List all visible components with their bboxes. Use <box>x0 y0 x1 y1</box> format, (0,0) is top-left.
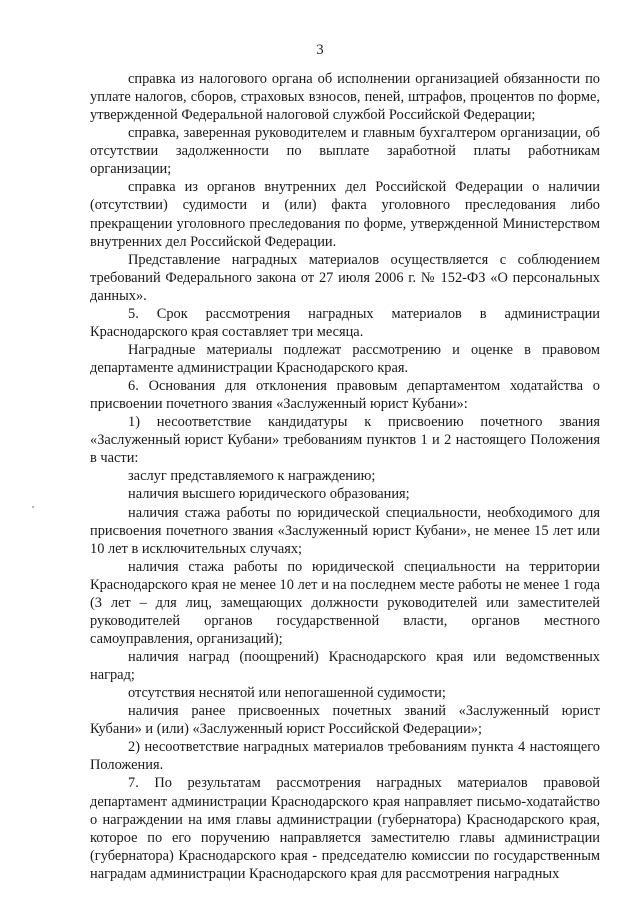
paragraph-regional-experience: наличия стажа работы по юридической специальности на территории Краснодарского края не менее 10 лет и на последнем месте работы не менее 1 года (3 лет – для лиц, замещающих должности руководителей или заместителей руководителей органов государственной власти, органов местного самоуправления, организаций); <box>90 558 600 647</box>
paragraph-review-results: 7. По результатам рассмотрения наградных материалов правовой департамент администрации Краснодарского края направляет письмо-ходатайство о награждении на имя главы администрации (губернатора) Краснодарского края, которое по его поручению направляется заместителю главы администрации (губернатора) Краснодарского края - председателю комиссии по государственным наградам администрации Краснодарского края для рассмотрения наградных <box>90 775 600 882</box>
paragraph-awards: наличия наград (поощрений) Краснодарского края или ведомственных наград; <box>90 649 600 684</box>
paragraph-review-period: 5. Срок рассмотрения наградных материалов в администрации Краснодарского края составляет три месяца. <box>90 305 600 340</box>
paragraph-salary-certificate: справка, заверенная руководителем и главным бухгалтером организации, об отсутствии задолженности по выплате заработной платы работникам организации; <box>90 125 600 178</box>
paragraph-rejection-grounds: 6. Основания для отклонения правовым департаментом ходатайства о присвоении почетного звания «Заслуженный юрист Кубани»: <box>90 378 600 413</box>
document-body <box>90 70 600 883</box>
paragraph-work-experience: наличия стажа работы по юридической специальности, необходимого для присвоения почетного звания «Заслуженный юрист Кубани», не менее 15 лет или 10 лет в исключительных случаях; <box>90 504 600 557</box>
paragraph-criminal-record-certificate: справка из органов внутренних дел Российской Федерации о наличии (отсутствии) судимости и (или) факта уголовного преследования либо прекращении уголовного преследования по форме, утвержденной Министерством внутренних дел Российской Федерации. <box>90 179 600 250</box>
paragraph-personal-data: Представление наградных материалов осуществляется с соблюдением требований Федерального закона от 27 июля 2006 г. № 152-ФЗ «О персональных данных». <box>90 251 600 304</box>
page-number: 3 <box>316 42 324 58</box>
paragraph-materials-mismatch: 2) несоответствие наградных материалов требованиям пункта 4 настоящего Положения. <box>90 739 600 774</box>
paragraph-no-conviction: отсутствия неснятой или непогашенной судимости; <box>128 685 446 702</box>
paragraph-previous-titles: наличия ранее присвоенных почетных званий «Заслуженный юрист Кубани» и (или) «Заслуженный юрист Российской Федерации»; <box>90 703 600 738</box>
scan-artifact <box>32 506 34 508</box>
paragraph-review-department: Наградные материалы подлежат рассмотрению и оценке в правовом департаменте администрации Краснодарского края. <box>90 341 600 376</box>
paragraph-education: наличия высшего юридического образования; <box>128 486 410 503</box>
paragraph-merits: заслуг представляемого к награждению; <box>128 468 376 485</box>
paragraph-tax-certificate: справка из налогового органа об исполнении организацией обязанности по уплате налогов, сборов, страховых взносов, пеней, штрафов, процентов по форме, утвержденной Федеральной налоговой службой Российской Федерации; <box>90 71 600 124</box>
paragraph-candidate-mismatch: 1) несоответствие кандидатуры к присвоению почетного звания «Заслуженный юрист Кубани» требованиям пунктов 1 и 2 настоящего Положения в части: <box>90 414 600 467</box>
